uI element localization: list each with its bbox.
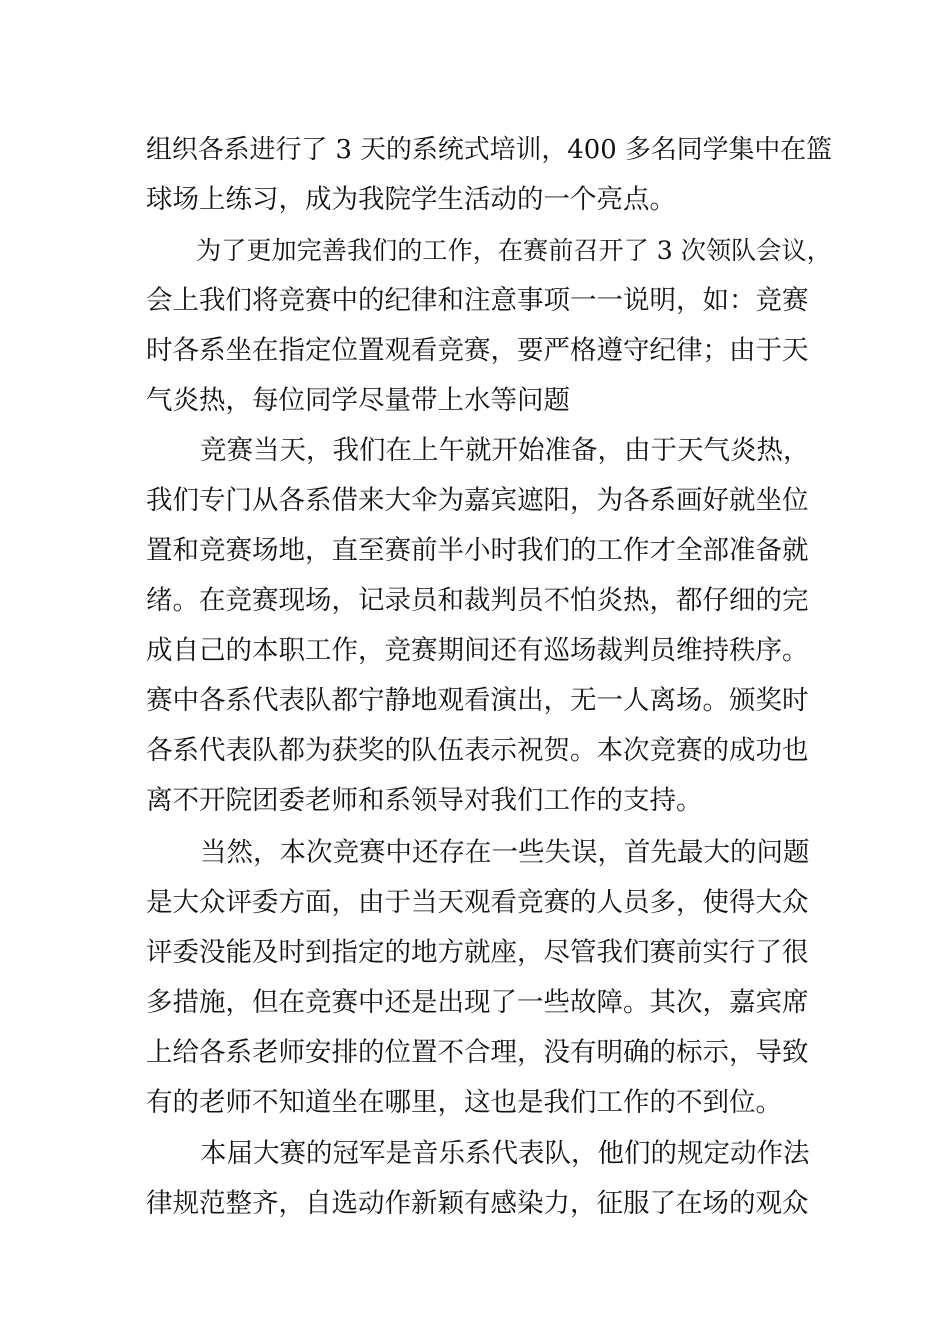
text-line: 竞赛当天，我们在上午就开始准备，由于天气炎热，: [200, 435, 810, 466]
text-line: 是大众评委方面，由于当天观看竞赛的人员多，使得大众: [146, 887, 809, 918]
text-line: 绪。在竞赛现场，记录员和裁判员不怕炎热，都仔细的完: [146, 585, 809, 616]
text-line: 会上我们将竞赛中的纪律和注意事项一一说明，如：竞赛: [146, 285, 809, 316]
text-line: 多措施，但在竞赛中还是出现了一些故障。其次，嘉宾席: [146, 987, 809, 1018]
text-line: 各系代表队都为获奖的队伍表示祝贺。本次竞赛的成功也: [146, 735, 809, 766]
text-line: 我们专门从各系借来大伞为嘉宾遮阳，为各系画好就坐位: [146, 485, 809, 516]
text-line: 当然，本次竞赛中还存在一些失误，首先最大的问题: [200, 837, 810, 868]
text-line: 球场上练习，成为我院学生活动的一个亮点。: [146, 184, 676, 215]
text-line: 成自己的本职工作，竞赛期间还有巡场裁判员维持秩序。: [146, 635, 809, 666]
text-line: 时各系坐在指定位置观看竞赛，要严格遵守纪律；由于天: [146, 335, 809, 366]
text-line: 置和竞赛场地，直至赛前半小时我们的工作才全部准备就: [146, 535, 809, 566]
text-line: 离不开院团委老师和系领导对我们工作的支持。: [146, 785, 703, 816]
text-line: 本届大赛的冠军是音乐系代表队，他们的规定动作法: [200, 1138, 810, 1169]
text-line: 有的老师不知道坐在哪里，这也是我们工作的不到位。: [146, 1087, 782, 1118]
text-line: 律规范整齐，自选动作新颖有感染力，征服了在场的观众: [146, 1188, 809, 1219]
text-line: 组织各系进行了 3 天的系统式培训，400 多名同学集中在篮: [146, 135, 833, 165]
text-line: 评委没能及时到指定的地方就座，尽管我们赛前实行了很: [146, 937, 809, 968]
text-line: 赛中各系代表队都宁静地观看演出，无一人离场。颁奖时: [146, 685, 809, 716]
text-line: 上给各系老师安排的位置不合理，没有明确的标示，导致: [146, 1037, 809, 1068]
text-line: 为了更加完善我们的工作，在赛前召开了 3 次领队会议，: [196, 236, 832, 265]
text-line: 气炎热，每位同学尽量带上水等问题: [146, 385, 570, 416]
